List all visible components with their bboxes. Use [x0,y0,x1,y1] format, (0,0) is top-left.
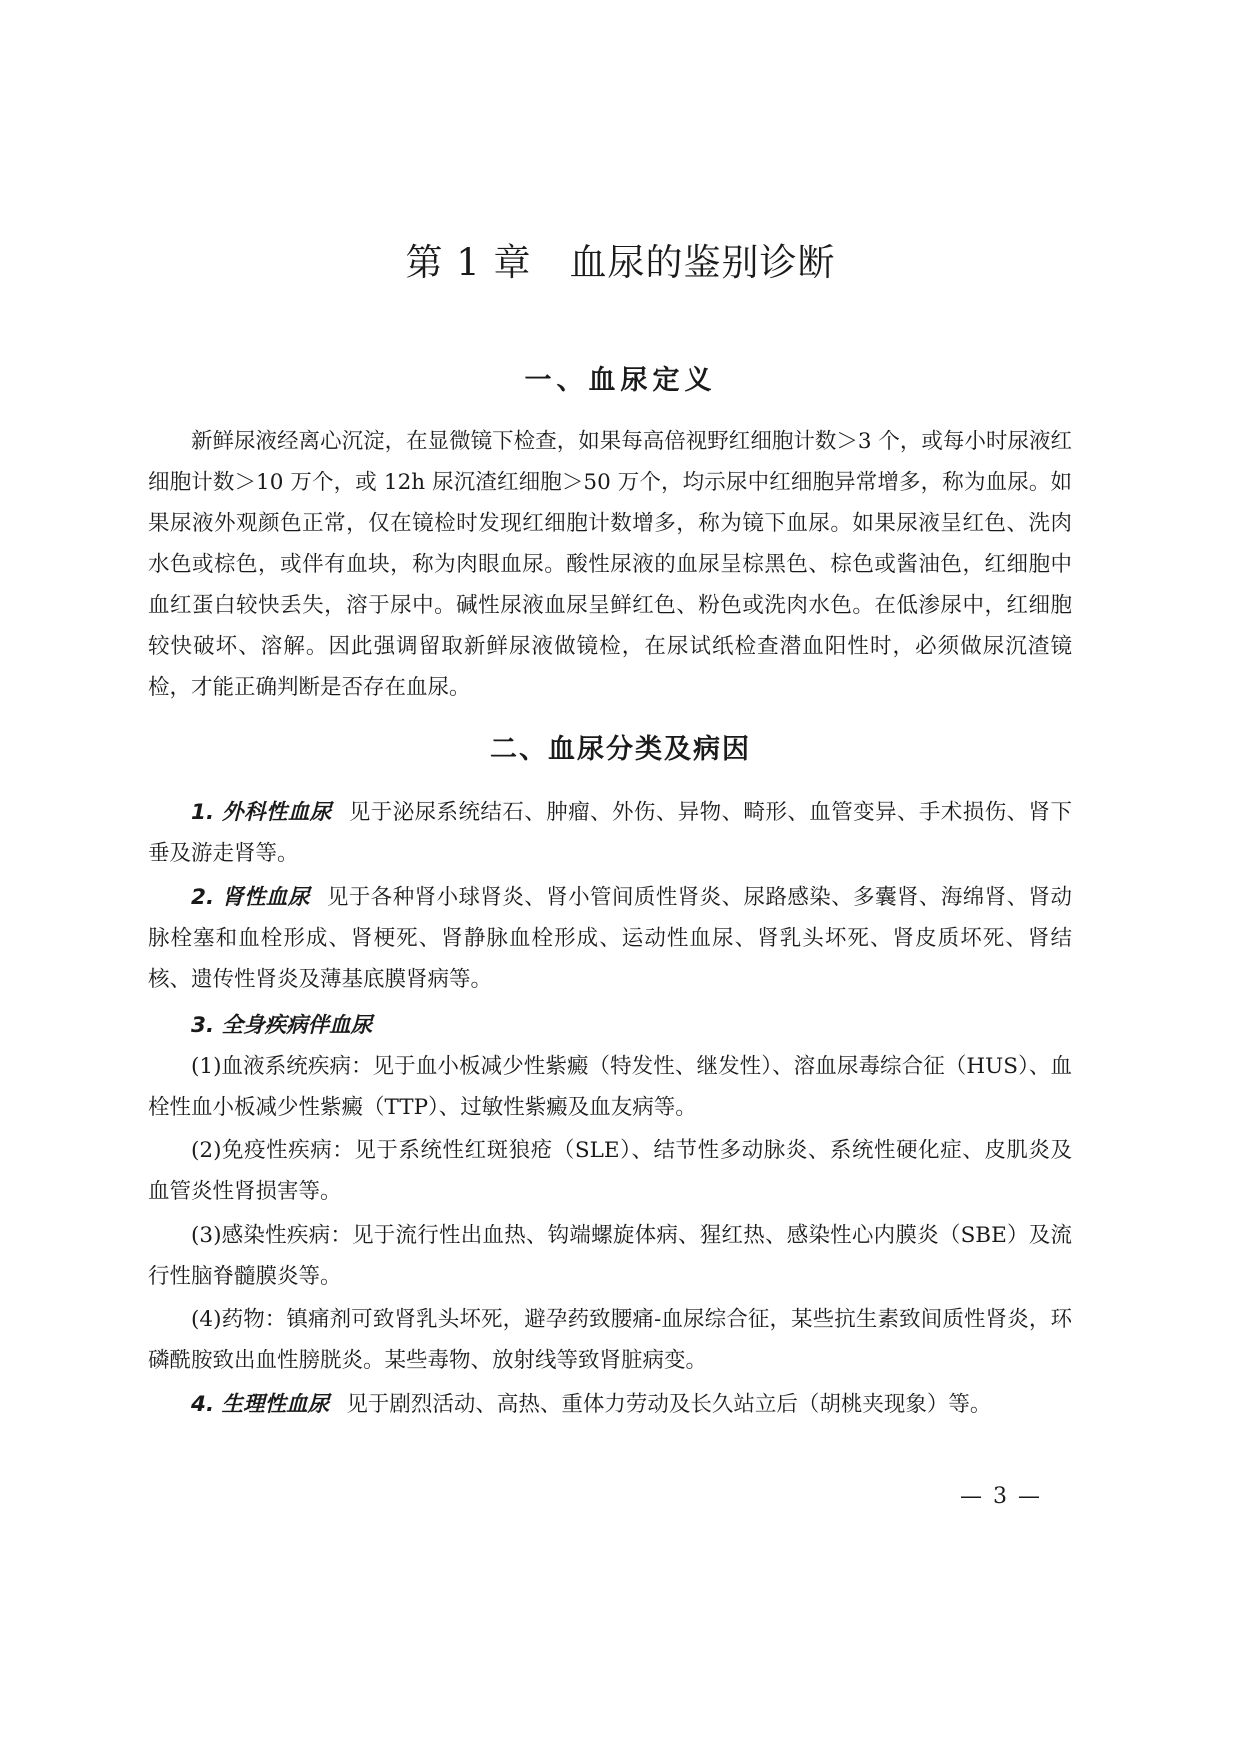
item-term: 3. 全身疾病伴血尿 [191,1013,373,1038]
item-text: 见于泌尿系统结石、肿瘤、外伤、异物、畸形、血管变异、手术损伤、肾下垂及游走肾等。 [148,800,1072,866]
sub-item-drugs: (4)药物：镇痛剂可致肾乳头坏死，避孕药致腰痛-血尿综合征，某些抗生素致间质性肾炎，环磷酰胺致出血性膀胱炎。某些毒物、放射线等致肾脏病变。 [148,1307,1072,1373]
item-term: 4. 生理性血尿 [191,1392,330,1417]
definition-paragraph: 新鲜尿液经离心沉淀，在显微镜下检查，如果每高倍视野红细胞计数＞3 个，或每小时尿液红细胞计数＞10 万个，或 12h 尿沉渣红细胞＞50 万个，均示尿中红细胞异常增多，称为血尿。如果尿液外观颜色正常，仅在镜检时发现红细胞计数增多，称为镜下血尿。如果尿液呈红色、洗肉水色或棕色，或伴有血块，称为肉眼血尿。酸性尿液的血尿呈棕黑色、棕色或酱油色，红细胞中血红蛋白较快丢失，溶于尿中。碱性尿液血尿呈鲜红色、粉色或洗肉水色。在低渗尿中，红细胞较快破坏、溶解。因此强调留取新鲜尿液做镜检，在尿试纸检查潜血阳性时，必须做尿沉渣镜检，才能正确判断是否存在血尿。 [148,429,1072,700]
item-text: 见于各种肾小球肾炎、肾小管间质性肾炎、尿路感染、多囊肾、海绵肾、肾动脉栓塞和血栓形成、肾梗死、肾静脉血栓形成、运动性血尿、肾乳头坏死、肾皮质坏死、肾结核、遗传性肾炎及薄基底膜肾病等。 [148,885,1072,992]
list-item-systemic-disease [148,1005,1072,1046]
sub-item-immune-disease: (2)免疫性疾病：见于系统性红斑狼疮（SLE）、结节性多动脉炎、系统性硬化症、皮肌炎及血管炎性肾损害等。 [148,1138,1072,1204]
item-text: 见于剧烈活动、高热、重体力劳动及长久站立后（胡桃夹现象）等。 [346,1392,992,1417]
section-heading-classification: 二、血尿分类及病因 [490,734,751,765]
list-item-physiological-hematuria [148,1384,1072,1425]
sub-item-blood-disease: (1)血液系统疾病：见于血小板减少性紫癜（特发性、继发性）、溶血尿毒综合征（HUS）、血栓性血小板减少性紫癜（TTP）、过敏性紫癜及血友病等。 [148,1054,1072,1120]
list-item-renal-hematuria [148,877,1072,1000]
page-number: — 3 — [960,1484,1042,1509]
list-item-surgical-hematuria [148,792,1072,874]
item-term: 2. 肾性血尿 [191,885,310,910]
chapter-title: 第 1 章 血尿的鉴别诊断 [405,241,836,284]
item-term: 1. 外科性血尿 [191,800,332,825]
section-heading-definition: 一、血尿定义 [524,365,717,396]
sub-item-infectious-disease: (3)感染性疾病：见于流行性出血热、钩端螺旋体病、猩红热、感染性心内膜炎（SBE）及流行性脑脊髓膜炎等。 [148,1223,1072,1289]
